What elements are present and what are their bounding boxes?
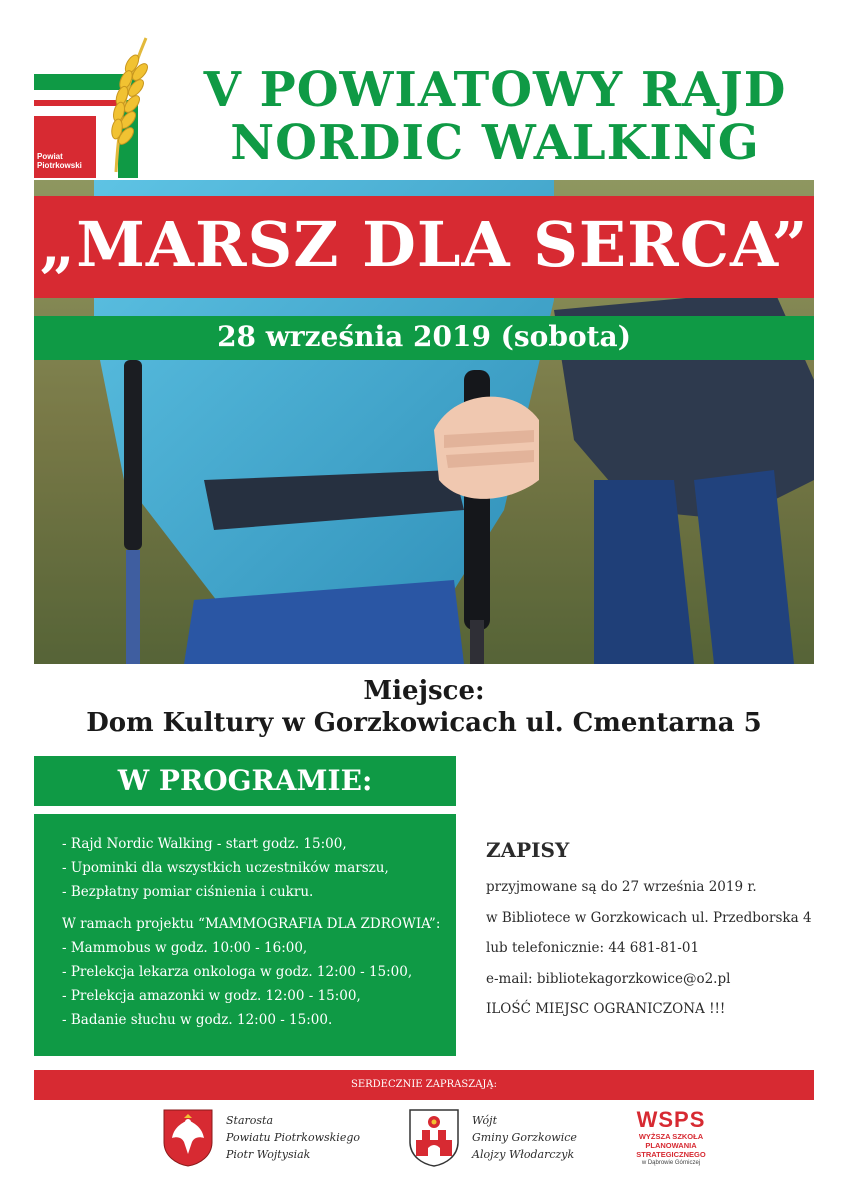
event-title-line2: NORDIC WALKING [230, 115, 760, 171]
project-intro: W ramach projektu “MAMMOGRAFIA DLA ZDROWIA”: [62, 916, 441, 932]
registration-note: ILOŚĆ MIEJSC OGRANICZONA !!! [486, 1001, 726, 1017]
registration-line: przyjmowane są do 27 września 2019 r. [486, 879, 757, 895]
wsps-mark: WSPS [636, 1107, 706, 1132]
event-date: 28 września 2019 (sobota) [217, 320, 631, 353]
wsps-line: WYŻSZA SZKOŁA [638, 1132, 704, 1141]
wsps-line: w Dąbrowie Górniczej [641, 1160, 701, 1166]
invite-text: SERDECZNIE ZAPRASZAJĄ: [350, 1079, 498, 1090]
registration-line: w Bibliotece w Gorzkowicach ul. Przedborska 4 [486, 909, 812, 926]
wsps-line: PLANOWANIA [645, 1141, 697, 1150]
wsps-logo [626, 1108, 716, 1167]
wsps-line: STRATEGICZNEGO [636, 1150, 706, 1159]
sponsor-person: Piotr Wojtysiak [226, 1148, 311, 1161]
sponsor-person: Alojzy Włodarczyk [472, 1148, 575, 1161]
sponsor-county [226, 1112, 360, 1163]
sponsor-role: Starosta [226, 1114, 274, 1127]
event-title-line1: V POWIATOWY RAJD [203, 62, 787, 118]
list-item: - Upominki dla wszystkich uczestników marszu, [62, 860, 389, 876]
list-item: - Prelekcja lekarza onkologa w godz. 12:00 - 15:00, [62, 964, 413, 980]
county-crest-icon [162, 1108, 214, 1168]
place-address: Dom Kultury w Gorzkowicach ul. Cmentarna 5 [86, 708, 762, 738]
sponsor-office: Gminy Gorzkowice [472, 1131, 577, 1144]
registration-details [486, 872, 812, 1025]
program-heading: W PROGRAMIE: [117, 764, 373, 797]
program-list [62, 832, 452, 1032]
list-item: - Badanie słuchu w godz. 12:00 - 15:00. [62, 1012, 333, 1028]
list-item: - Mammobus w godz. 10:00 - 16:00, [62, 940, 308, 956]
place-label: Miejsce: [363, 676, 485, 706]
wheat-icon [96, 34, 152, 174]
list-item: - Bezpłatny pomiar ciśnienia i cukru. [62, 884, 314, 900]
list-item: - Rajd Nordic Walking - start godz. 15:00, [62, 836, 347, 852]
slogan: „MARSZ DLA SERCA” [39, 208, 809, 281]
powiat-logo-text: Powiat Piotrkowski [37, 152, 82, 170]
sponsor-office: Powiatu Piotrkowskiego [226, 1131, 360, 1144]
registration-email: e-mail: bibliotekagorzkowice@o2.pl [486, 970, 731, 987]
sponsor-commune [472, 1112, 577, 1163]
registration-title: ZAPISY [486, 838, 570, 862]
commune-crest-icon [408, 1108, 460, 1168]
sponsor-role: Wójt [472, 1114, 498, 1127]
registration-phone: lub telefonicznie: 44 681-81-01 [486, 940, 700, 956]
list-item: - Prelekcja amazonki w godz. 12:00 - 15:00, [62, 988, 361, 1004]
